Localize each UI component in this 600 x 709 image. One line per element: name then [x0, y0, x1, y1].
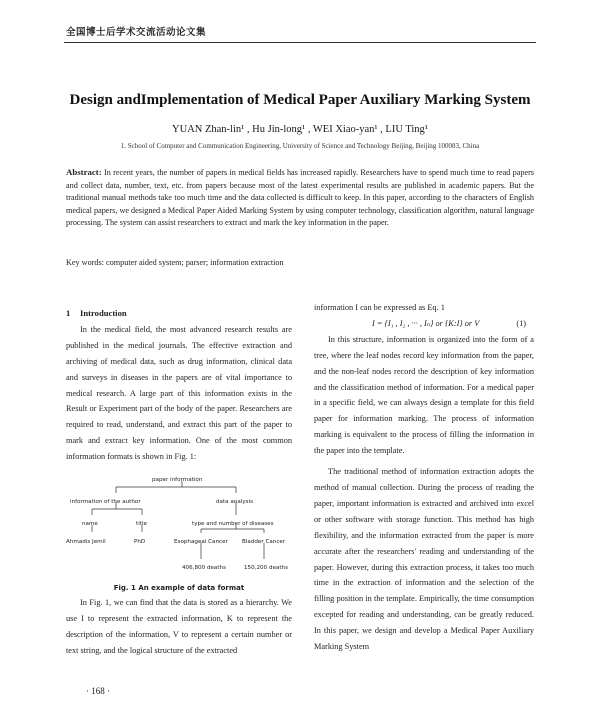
figure-caption: Fig. 1 An example of data format [113, 584, 245, 593]
fig-leaf-deaths-a: 406,800 deaths [182, 565, 226, 572]
intro-paragraph-2: In Fig. 1, we can find that the data is stored as a hierarchy. We use I to represent the extracted information, K to represent the description of the information, V to represent a certain number or text string, and the logical structure of the extracted [66, 598, 292, 655]
abstract-label: Abstract: [66, 167, 102, 177]
figure-data-format [66, 469, 292, 595]
page-number: · 168 · [86, 686, 110, 696]
section-title: Introduction [80, 308, 127, 318]
intro-paragraph-5: The traditional method of information extraction adopts the method of manual collection. During the process of reading the paper, important information is extracted and archived into excel or other software with storage function. This method has high flexibility, and the information extracted from the paper is more accurate after the researchers' reading and understanding of the paper. However, during this extraction process, it takes too much time in the extraction of information and the selection of the filling position in the template. Empirically, the time consumption excepted for reading and understanding, can be greatly reduced. In this paper, we design and develop a Medical Paper Auxiliary Marking System [314, 467, 534, 652]
fig-leaf-esophageal: Esophageal Cancer [174, 539, 228, 546]
paper-title: Design andImplementation of Medical Paper Auxiliary Marking System [69, 92, 531, 108]
section-heading [66, 306, 292, 322]
equation-1 [314, 316, 534, 332]
paper-affiliation: 1. School of Computer and Communication Engineering, University of Science and Technology Beijing, Beijing 100083, China [120, 142, 480, 150]
fig-leaf-bladder: Bladder Cancer [242, 539, 286, 546]
running-head: 全国博士后学术交流活动论文集 [66, 27, 207, 38]
abstract-text: In recent years, the number of papers in medical fields has increased rapidly. Researchers have to spend much time to read papers and collect data, number, text, etc. from papers because most of the latest experimental results are published in academic papers. But the traditional manual methods take too much time and the data collected is difficult to keep. In this paper, according to the characters of English medical papers, we designed a Medical Paper Aided Marking System by using computer technology, classification algorithm, natural language processing. The system can assist researchers to extract and mark the key information in the paper. [66, 168, 534, 228]
keywords [66, 258, 534, 267]
intro-paragraph-1: In the medical field, the most advanced research results are published in the medical journals. The effective extraction and archiving of medical data, such as drug information, clinical data and surveys in diseases in the papers are of vital importance to medical research. A large part of this information exists in the Result or Experiment part of the body of the paper. Researchers are required to read, understand, and extract this part of the paper to mark and extract key information. One of the most common information formats is shown in Fig. 1: [66, 324, 292, 462]
intro-paragraph-4: In this structure, information is organized into the form of a tree, where the leaf nodes record key information from the paper, and the non-leaf nodes record the description of key information and the classification method of information. For a medical paper in a specific field, we can always design a template for this field paper for information marking. The process of information marking is equivalent to the process of filling the information in the paper into the template. [314, 334, 534, 456]
right-column [314, 300, 534, 655]
left-column [66, 306, 292, 659]
keywords-text: computer aided system; parser; information extraction [103, 258, 284, 267]
equation-body: I = {I₁ , I₂ , ··· , Iₙ} or {K:I} or V [372, 318, 480, 328]
fig-node-name: name [82, 521, 98, 528]
fig-node-data-analysis: data analysis [216, 499, 254, 506]
paper-authors: YUAN Zhan-lin¹ , Hu Jin-long¹ , WEI Xiao-yan¹ , LIU Ting¹ [172, 124, 428, 135]
equation-number: (1) [516, 318, 526, 328]
keywords-label: Key words: [66, 258, 104, 267]
abstract [66, 166, 534, 230]
fig-node-author: information of the author [70, 499, 141, 506]
fig-leaf-title: PhD [134, 539, 146, 546]
intro-paragraph-3: information I can be expressed as Eq. 1 [314, 303, 445, 312]
header-rule [64, 42, 536, 43]
section-number: 1 [66, 308, 71, 318]
fig-node-root: paper information [152, 477, 203, 484]
fig-leaf-name: Ahmadis Jemil [66, 539, 106, 546]
fig-node-title: title [136, 521, 147, 528]
fig-leaf-deaths-b: 150,200 deaths [244, 565, 288, 572]
fig-node-diseases: type and number of diseases [192, 521, 274, 528]
